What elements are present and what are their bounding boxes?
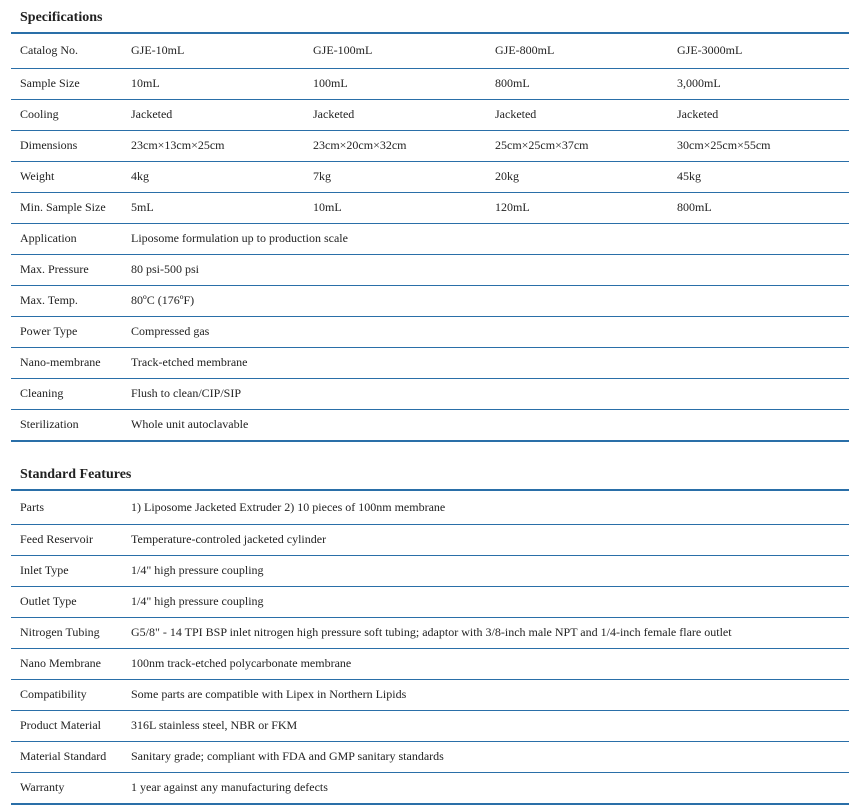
table-cell: 25cm×25cm×37cm — [486, 130, 668, 161]
standard-features-title: Standard Features — [20, 467, 132, 482]
table-cell: Jacketed — [122, 99, 304, 130]
table-row — [11, 254, 849, 285]
table-row — [11, 555, 849, 586]
table-row — [11, 772, 849, 804]
table-row — [11, 192, 849, 223]
table-cell: 100nm track-etched polycarbonate membrane — [122, 648, 849, 679]
specifications-section — [11, 0, 849, 445]
standard-features-table — [11, 491, 849, 805]
row-label: Material Standard — [11, 741, 122, 772]
row-label: Nitrogen Tubing — [11, 617, 122, 648]
table-cell: 1) Liposome Jacketed Extruder 2) 10 pieces of 100nm membrane — [122, 491, 849, 524]
table-cell: 10mL — [122, 68, 304, 99]
table-cell: 10mL — [304, 192, 486, 223]
row-label: Cooling — [11, 99, 122, 130]
table-cell: 45kg — [668, 161, 849, 192]
table-row — [11, 524, 849, 555]
table-row — [11, 679, 849, 710]
table-cell: 120mL — [486, 192, 668, 223]
table-row — [11, 285, 849, 316]
table-row — [11, 223, 849, 254]
table-row — [11, 491, 849, 524]
row-label: Feed Reservoir — [11, 524, 122, 555]
table-cell: 80ºC (176ºF) — [122, 285, 849, 316]
table-cell: GJE-3000mL — [668, 34, 849, 68]
table-cell: Some parts are compatible with Lipex in Northern Lipids — [122, 679, 849, 710]
table-cell: Liposome formulation up to production scale — [122, 223, 849, 254]
row-label: Inlet Type — [11, 555, 122, 586]
table-row — [11, 161, 849, 192]
table-cell: 80 psi-500 psi — [122, 254, 849, 285]
table-cell: 30cm×25cm×55cm — [668, 130, 849, 161]
table-cell: 3,000mL — [668, 68, 849, 99]
specifications-table — [11, 34, 849, 442]
table-cell: Flush to clean/CIP/SIP — [122, 378, 849, 409]
table-row — [11, 347, 849, 378]
table-row — [11, 130, 849, 161]
table-row — [11, 316, 849, 347]
table-row — [11, 34, 849, 68]
row-label: Max. Temp. — [11, 285, 122, 316]
table-cell: GJE-100mL — [304, 34, 486, 68]
table-cell: 800mL — [668, 192, 849, 223]
row-label: Sterilization — [11, 409, 122, 441]
table-row — [11, 409, 849, 441]
table-row — [11, 741, 849, 772]
table-cell: 5mL — [122, 192, 304, 223]
table-cell: GJE-10mL — [122, 34, 304, 68]
row-label: Dimensions — [11, 130, 122, 161]
table-row — [11, 617, 849, 648]
table-cell: Jacketed — [668, 99, 849, 130]
table-cell: Temperature-controled jacketed cylinder — [122, 524, 849, 555]
row-label: Nano Membrane — [11, 648, 122, 679]
row-label: Catalog No. — [11, 34, 122, 68]
row-label: Cleaning — [11, 378, 122, 409]
row-label: Warranty — [11, 772, 122, 804]
table-cell: Jacketed — [304, 99, 486, 130]
row-label: Min. Sample Size — [11, 192, 122, 223]
table-cell: 1 year against any manufacturing defects — [122, 772, 849, 804]
row-label: Compatibility — [11, 679, 122, 710]
row-label: Parts — [11, 491, 122, 524]
table-cell: 1/4" high pressure coupling — [122, 555, 849, 586]
row-label: Power Type — [11, 316, 122, 347]
table-cell: 23cm×13cm×25cm — [122, 130, 304, 161]
table-row — [11, 68, 849, 99]
row-label: Max. Pressure — [11, 254, 122, 285]
table-cell: Jacketed — [486, 99, 668, 130]
table-row — [11, 710, 849, 741]
table-row — [11, 586, 849, 617]
table-cell: Whole unit autoclavable — [122, 409, 849, 441]
table-cell: 316L stainless steel, NBR or FKM — [122, 710, 849, 741]
standard-features-section — [11, 456, 849, 811]
table-row — [11, 378, 849, 409]
table-cell: 7kg — [304, 161, 486, 192]
table-cell: Compressed gas — [122, 316, 849, 347]
table-row — [11, 99, 849, 130]
table-row — [11, 648, 849, 679]
table-cell: 800mL — [486, 68, 668, 99]
table-cell: 100mL — [304, 68, 486, 99]
row-label: Weight — [11, 161, 122, 192]
row-label: Nano-membrane — [11, 347, 122, 378]
table-cell: 20kg — [486, 161, 668, 192]
table-cell: G5/8" - 14 TPI BSP inlet nitrogen high pressure soft tubing; adaptor with 3/8-inch male NPT and 1/4-inch female flare outlet — [122, 617, 849, 648]
table-cell: Sanitary grade; compliant with FDA and GMP sanitary standards — [122, 741, 849, 772]
table-cell: Track-etched membrane — [122, 347, 849, 378]
row-label: Application — [11, 223, 122, 254]
row-label: Product Material — [11, 710, 122, 741]
row-label: Sample Size — [11, 68, 122, 99]
table-cell: 23cm×20cm×32cm — [304, 130, 486, 161]
row-label: Outlet Type — [11, 586, 122, 617]
specifications-title: Specifications — [20, 10, 103, 25]
table-cell: 1/4" high pressure coupling — [122, 586, 849, 617]
table-cell: 4kg — [122, 161, 304, 192]
table-cell: GJE-800mL — [486, 34, 668, 68]
